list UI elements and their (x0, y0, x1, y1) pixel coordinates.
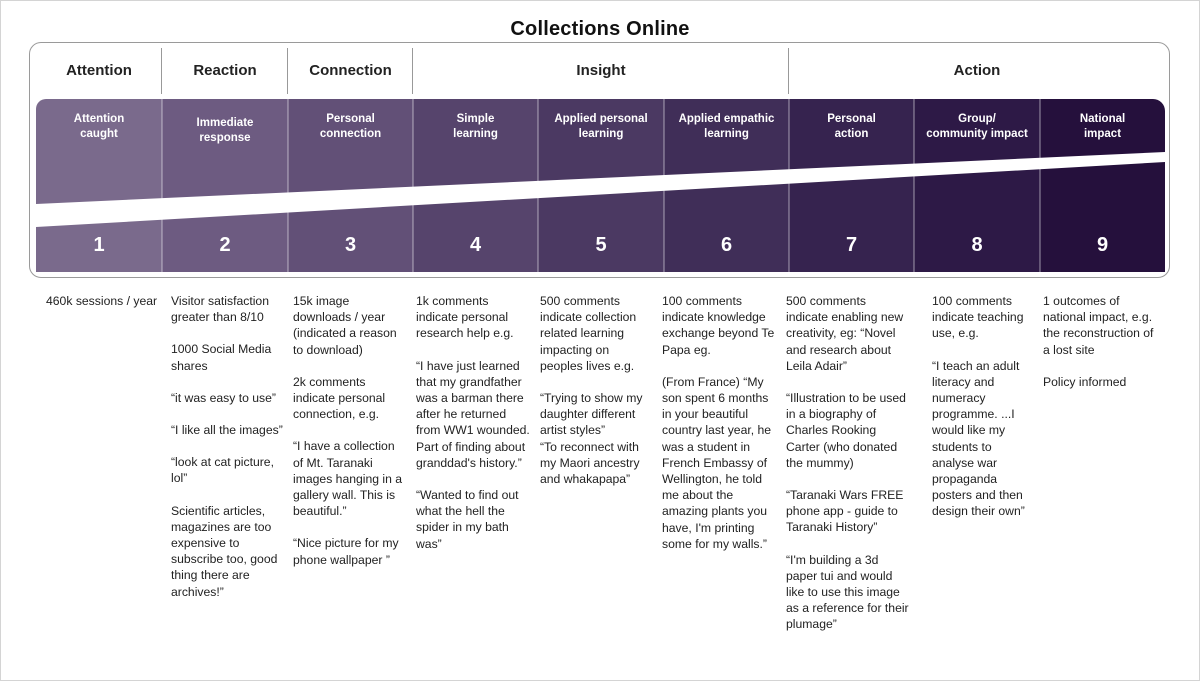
phase-label: Connection (309, 62, 392, 79)
evidence-item: 1 outcomes of national impact, e.g. the reconstruction of a lost site (1043, 294, 1154, 357)
stage-label-6: Applied empathic learning (678, 113, 775, 140)
evidence-item: 500 comments indicate enabling new creativity, eg: “Novel and research about Leila Adair” (786, 294, 904, 373)
stage-number-8: 8 (971, 234, 983, 256)
stage-number-4: 4 (469, 234, 482, 256)
stage-label-9: National impact (1079, 113, 1126, 140)
evidence-item: Visitor satisfaction greater than 8/10 (171, 294, 269, 325)
stage-number-2: 2 (219, 234, 231, 256)
phase-label: Action (953, 62, 1001, 79)
stage-label-4: Simple learning (453, 113, 498, 140)
phase-attention (36, 46, 162, 94)
phase-label: Attention (66, 62, 132, 79)
evidence-item: 500 comments indicate collection related learning impacting on peoples lives e.g. (540, 294, 637, 373)
stage-number-9: 9 (1096, 234, 1109, 256)
evidence-item: “I have a collection of Mt. Taranaki images hanging in a gallery wall. This is beautiful.” (293, 439, 403, 519)
evidence-item: “Taranaki Wars FREE phone app - guide to Taranaki History” (786, 488, 904, 535)
evidence-column-7 (786, 293, 910, 649)
evidence-column-4 (416, 293, 530, 568)
evidence-item: 15k image downloads / year (indicated a reason to download) (293, 294, 397, 357)
phase-reaction (162, 46, 288, 94)
evidence-column-1 (46, 293, 158, 325)
phase-label: Insight (576, 62, 626, 79)
evidence-item: 100 comments indicate knowledge exchange beyond Te Papa eg. (662, 294, 775, 357)
evidence-item: 2k comments indicate personal connection, e.g. (293, 374, 386, 422)
evidence-item: “I like all the images” (171, 423, 283, 438)
evidence-item: “Trying to show my daughter different artist styles” “To reconnect with my Maori ancestry and whakapapa” (540, 391, 643, 487)
evidence-column-5 (540, 293, 654, 503)
evidence-item: “Wanted to find out what the hell the spider in my bath was” (416, 488, 519, 551)
stage-label-1: Attention caught (73, 113, 125, 140)
phase-divider (161, 48, 162, 94)
evidence-column-8 (932, 293, 1032, 536)
stage-number-5: 5 (595, 234, 607, 256)
phase-divider (287, 48, 288, 94)
stage-label-5: Applied personal learning (554, 113, 648, 140)
evidence-item: (From France) “My son spent 6 months in your beautiful country last year, he was a student in French Embassy of Wellington, he told me about the amazing plants you have, I'm printing some for my walls.” (662, 374, 772, 551)
stage-label-3: Personal connection (319, 113, 382, 140)
phase-action (789, 46, 1165, 94)
phase-insight (413, 46, 789, 94)
evidence-column-3 (293, 293, 407, 584)
phase-connection (288, 46, 413, 94)
evidence-item: 1k comments indicate personal research help e.g. (416, 294, 514, 341)
evidence-item: “Nice picture for my phone wallpaper ” (293, 536, 399, 567)
evidence-column-2 (171, 293, 285, 616)
evidence-item: “I have just learned that my grandfather was a barman there after he returned from WW1 wounded. Part of finding about granddad's history.” (416, 358, 530, 470)
evidence-item: “I'm building a 3d paper tui and would like to use this image as a reference for their plumage” (786, 552, 909, 632)
stage-number-6: 6 (720, 234, 733, 256)
stage-number-7: 7 (845, 234, 858, 256)
phase-label: Reaction (193, 62, 257, 79)
evidence-item: “it was easy to use” (171, 390, 276, 405)
evidence-item: 1000 Social Media shares (171, 342, 272, 373)
evidence-column-6 (662, 293, 776, 568)
evidence-item: Scientific articles, magazines are too expensive to subscribe too, good thing there are archives!” (171, 503, 278, 599)
phase-divider (412, 48, 413, 94)
diagram-title: Collections Online (510, 18, 690, 40)
stage-label-2: Immediate response (196, 117, 254, 144)
evidence-item: “look at cat picture, lol” (171, 455, 274, 486)
stage-number-1: 1 (93, 234, 105, 256)
stage-number-3: 3 (344, 234, 357, 256)
evidence-item: “Illustration to be used in a biography of Charles Rooking Carter (who donated the mummy) (786, 391, 906, 470)
evidence-item: 100 comments indicate teaching use, e.g. (932, 294, 1024, 341)
evidence-column-9 (1043, 293, 1159, 406)
stage-label-7: Personal action (827, 113, 876, 140)
phase-divider (788, 48, 789, 94)
evidence-item: 460k sessions / year (46, 294, 158, 308)
evidence-item: “I teach an adult literacy and numeracy programme. ...I would like my students to analyse war propaganda posters and then design their own” (932, 358, 1025, 519)
evidence-item: Policy informed (1043, 374, 1127, 389)
stage-label-8: Group/ community impact (926, 113, 1028, 140)
